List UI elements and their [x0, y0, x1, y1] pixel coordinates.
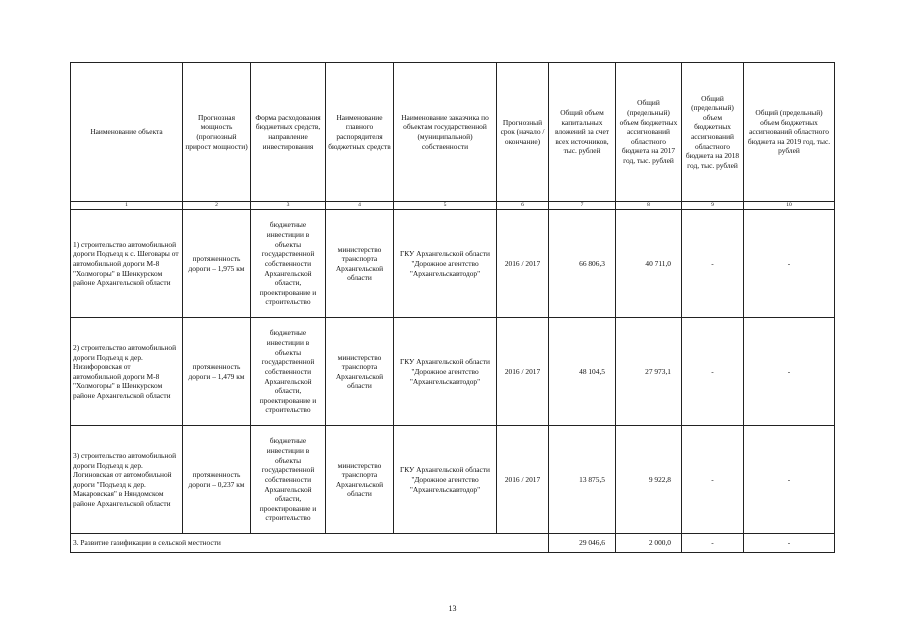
section-2019-cell: - — [744, 534, 835, 553]
column-number: 8 — [616, 202, 682, 210]
column-number: 9 — [682, 202, 744, 210]
object-name-cell: 3) строительство автомобильной дороги Подъезд к дер. Логиновская от автомобильной дороги "Подъезд к дер. Макаровская" в Няндомском районе Архангельской области — [71, 426, 183, 534]
object-name-cell: 1) строительство автомобильной дороги Подъезд к с. Шеговары от автомобильной дороги М-8 "Холмогоры" в Шенкурском районе Архангельской области — [71, 210, 183, 318]
header-customer: Наименование заказчика по объектам государственной (муниципальной) собственности — [394, 63, 497, 202]
amount-2017-cell: 9 922,8 — [616, 426, 682, 534]
column-number: 6 — [497, 202, 549, 210]
manager-cell: министерство транспорта Архангельской области — [326, 318, 394, 426]
capacity-cell: протяженность дороги – 0,237 км — [183, 426, 251, 534]
section-total-cell: 29 046,6 — [549, 534, 616, 553]
section-title: 3. Развитие газификации в сельской местности — [71, 534, 549, 553]
header-capacity: Прогнозная мощность (прогнозный прирост мощности) — [183, 63, 251, 202]
total-cell: 13 875,5 — [549, 426, 616, 534]
section-row — [71, 534, 835, 553]
capacity-cell: протяженность дороги – 1,975 км — [183, 210, 251, 318]
amount-2018-cell: - — [682, 426, 744, 534]
header-manager: Наименование главного распорядителя бюджетных средств — [326, 63, 394, 202]
header-row — [71, 63, 835, 202]
header-2017: Общий (предельный) объем бюджетных ассигнований областного бюджета на 2017 год, тыс. рублей — [616, 63, 682, 202]
budget-table — [70, 62, 835, 553]
column-number: 3 — [251, 202, 326, 210]
column-number: 2 — [183, 202, 251, 210]
header-2019: Общий (предельный) объем бюджетных ассигнований областного бюджета на 2019 год, тыс. рублей — [744, 63, 835, 202]
manager-cell: министерство транспорта Архангельской области — [326, 426, 394, 534]
customer-cell: ГКУ Архангельской области "Дорожное агентство "Архангельскавтодор" — [394, 318, 497, 426]
amount-2018-cell: - — [682, 318, 744, 426]
section-2017-cell: 2 000,0 — [616, 534, 682, 553]
capacity-cell: протяженность дороги – 1,479 км — [183, 318, 251, 426]
amount-2019-cell: - — [744, 318, 835, 426]
form-cell: бюджетные инвестиции в объекты государственной собственности Архангельской области, проектирование и строительство — [251, 426, 326, 534]
amount-2019-cell: - — [744, 426, 835, 534]
column-number: 1 — [71, 202, 183, 210]
header-form: Форма расходования бюджетных средств, направление инвестирования — [251, 63, 326, 202]
table-row — [71, 318, 835, 426]
section-2018-cell: - — [682, 534, 744, 553]
amount-2018-cell: - — [682, 210, 744, 318]
form-cell: бюджетные инвестиции в объекты государственной собственности Архангельской области, проектирование и строительство — [251, 318, 326, 426]
page-number: 13 — [448, 604, 457, 613]
total-cell: 48 104,5 — [549, 318, 616, 426]
term-cell: 2016 / 2017 — [497, 210, 549, 318]
column-number: 10 — [744, 202, 835, 210]
header-term: Прогнозный срок (начало / окончание) — [497, 63, 549, 202]
form-cell: бюджетные инвестиции в объекты государственной собственности Архангельской области, проектирование и строительство — [251, 210, 326, 318]
amount-2017-cell: 27 973,1 — [616, 318, 682, 426]
term-cell: 2016 / 2017 — [497, 426, 549, 534]
customer-cell: ГКУ Архангельской области "Дорожное агентство "Архангельскавтодор" — [394, 210, 497, 318]
object-name-cell: 2) строительство автомобильной дороги Подъезд к дер. Низифоровская от автомобильной дороги М-8 "Холмогоры" в Шенкурском районе Архангельской области — [71, 318, 183, 426]
amount-2019-cell: - — [744, 210, 835, 318]
table-row — [71, 426, 835, 534]
table-row — [71, 210, 835, 318]
column-number: 4 — [326, 202, 394, 210]
header-object-name: Наименование объекта — [71, 63, 183, 202]
amount-2017-cell: 40 711,0 — [616, 210, 682, 318]
header-2018: Общий (предельный) объем бюджетных ассигнований областного бюджета на 2018 год, тыс. рублей — [682, 63, 744, 202]
header-total: Общий объем капитальных вложений за счет всех источников, тыс. рублей — [549, 63, 616, 202]
term-cell: 2016 / 2017 — [497, 318, 549, 426]
customer-cell: ГКУ Архангельской области "Дорожное агентство "Архангельскавтодор" — [394, 426, 497, 534]
column-number: 7 — [549, 202, 616, 210]
column-number-row — [71, 202, 835, 210]
manager-cell: министерство транспорта Архангельской области — [326, 210, 394, 318]
total-cell: 66 806,3 — [549, 210, 616, 318]
column-number: 5 — [394, 202, 497, 210]
